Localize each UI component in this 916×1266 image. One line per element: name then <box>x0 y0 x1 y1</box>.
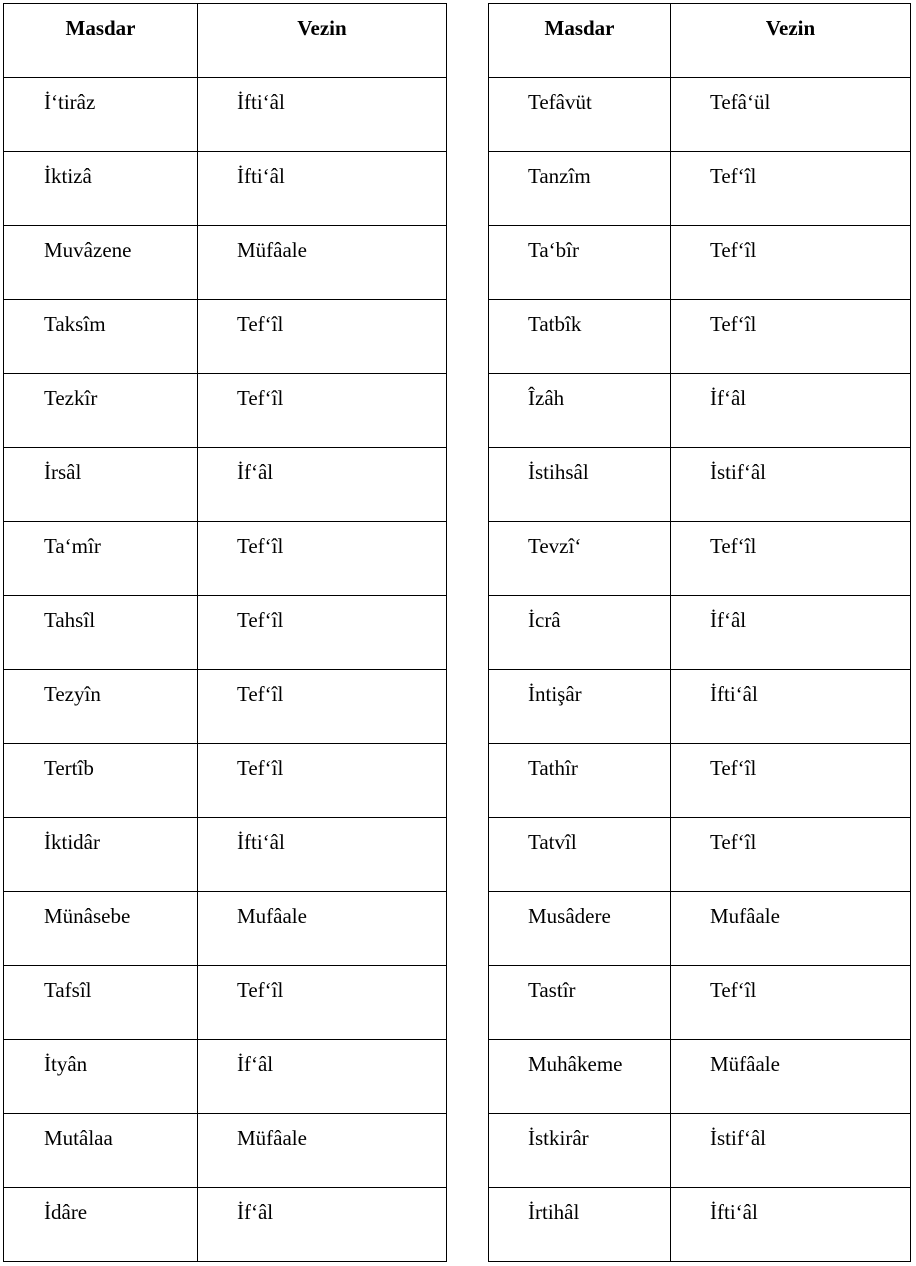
table-row <box>489 1114 911 1188</box>
table-row <box>4 1114 447 1188</box>
table-row <box>489 1188 911 1262</box>
right-masdar-table <box>488 3 911 1262</box>
table-row <box>489 226 911 300</box>
masdar-cell: Musâdere <box>489 892 671 966</box>
header-row <box>489 4 911 78</box>
masdar-header: Masdar <box>489 4 671 78</box>
masdar-cell: Ta‘bîr <box>489 226 671 300</box>
vezin-cell: Tef‘îl <box>198 300 447 374</box>
masdar-cell: İstkirâr <box>489 1114 671 1188</box>
masdar-cell: Muhâkeme <box>489 1040 671 1114</box>
vezin-cell: Mufâale <box>198 892 447 966</box>
table-row <box>4 744 447 818</box>
vezin-cell: Müfâale <box>671 1040 911 1114</box>
masdar-cell: İktidâr <box>4 818 198 892</box>
vezin-cell: İf‘âl <box>198 1040 447 1114</box>
table-row <box>489 448 911 522</box>
table-row <box>4 1040 447 1114</box>
vezin-cell: Tef‘îl <box>198 966 447 1040</box>
masdar-cell: Tevzî‘ <box>489 522 671 596</box>
masdar-cell: İrsâl <box>4 448 198 522</box>
masdar-cell: İcrâ <box>489 596 671 670</box>
vezin-cell: Tef‘îl <box>198 596 447 670</box>
masdar-cell: Taksîm <box>4 300 198 374</box>
table-row <box>489 300 911 374</box>
vezin-cell: İstif‘âl <box>671 1114 911 1188</box>
table-row <box>4 818 447 892</box>
table-row <box>4 892 447 966</box>
vezin-cell: Müfâale <box>198 226 447 300</box>
vezin-cell: İstif‘âl <box>671 448 911 522</box>
table-row <box>4 670 447 744</box>
vezin-cell: Mufâale <box>671 892 911 966</box>
masdar-cell: İktizâ <box>4 152 198 226</box>
masdar-header: Masdar <box>4 4 198 78</box>
right-table-body <box>489 78 911 1262</box>
vezin-header: Vezin <box>198 4 447 78</box>
table-row <box>489 152 911 226</box>
masdar-cell: Tezyîn <box>4 670 198 744</box>
masdar-cell: Tastîr <box>489 966 671 1040</box>
table-row <box>4 152 447 226</box>
vezin-cell: Tef‘îl <box>198 670 447 744</box>
vezin-cell: Tef‘îl <box>198 522 447 596</box>
vezin-cell: Tef‘îl <box>671 300 911 374</box>
table-row <box>489 892 911 966</box>
table-row <box>489 818 911 892</box>
vezin-cell: Tef‘îl <box>198 744 447 818</box>
table-row <box>489 744 911 818</box>
vezin-cell: Tef‘îl <box>671 226 911 300</box>
vezin-cell: İfti‘âl <box>198 818 447 892</box>
masdar-cell: İrtihâl <box>489 1188 671 1262</box>
vezin-cell: İfti‘âl <box>671 670 911 744</box>
table-row <box>489 522 911 596</box>
table-row <box>4 374 447 448</box>
vezin-header: Vezin <box>671 4 911 78</box>
left-table-body <box>4 78 447 1262</box>
masdar-cell: Mutâlaa <box>4 1114 198 1188</box>
vezin-cell: Tefâ‘ül <box>671 78 911 152</box>
masdar-cell: Îzâh <box>489 374 671 448</box>
table-row <box>4 226 447 300</box>
masdar-cell: Tatvîl <box>489 818 671 892</box>
header-row <box>4 4 447 78</box>
masdar-cell: Muvâzene <box>4 226 198 300</box>
vezin-cell: Tef‘îl <box>671 818 911 892</box>
masdar-cell: İntişâr <box>489 670 671 744</box>
vezin-cell: İfti‘âl <box>198 152 447 226</box>
table-row <box>4 78 447 152</box>
masdar-cell: İtyân <box>4 1040 198 1114</box>
vezin-cell: İfti‘âl <box>198 78 447 152</box>
table-row <box>489 596 911 670</box>
vezin-cell: İf‘âl <box>671 374 911 448</box>
masdar-cell: Tefâvüt <box>489 78 671 152</box>
vezin-cell: İfti‘âl <box>671 1188 911 1262</box>
vezin-cell: İf‘âl <box>198 1188 447 1262</box>
table-row <box>489 78 911 152</box>
vezin-cell: Tef‘îl <box>671 744 911 818</box>
masdar-cell: İ‘tirâz <box>4 78 198 152</box>
vezin-cell: İf‘âl <box>198 448 447 522</box>
vezin-cell: Tef‘îl <box>671 966 911 1040</box>
vezin-cell: Müfâale <box>198 1114 447 1188</box>
masdar-cell: İstihsâl <box>489 448 671 522</box>
table-row <box>4 448 447 522</box>
left-masdar-table <box>3 3 447 1262</box>
masdar-cell: Tatbîk <box>489 300 671 374</box>
table-row <box>489 374 911 448</box>
vezin-cell: Tef‘îl <box>198 374 447 448</box>
masdar-cell: Tahsîl <box>4 596 198 670</box>
vezin-cell: Tef‘îl <box>671 152 911 226</box>
vezin-cell: Tef‘îl <box>671 522 911 596</box>
table-row <box>4 966 447 1040</box>
masdar-cell: Tertîb <box>4 744 198 818</box>
table-row <box>489 966 911 1040</box>
table-row <box>4 300 447 374</box>
masdar-cell: Tanzîm <box>489 152 671 226</box>
masdar-cell: İdâre <box>4 1188 198 1262</box>
vezin-cell: İf‘âl <box>671 596 911 670</box>
masdar-cell: Tathîr <box>489 744 671 818</box>
table-row <box>4 522 447 596</box>
masdar-cell: Ta‘mîr <box>4 522 198 596</box>
masdar-cell: Münâsebe <box>4 892 198 966</box>
table-row <box>4 596 447 670</box>
masdar-cell: Tezkîr <box>4 374 198 448</box>
table-row <box>489 1040 911 1114</box>
table-row <box>489 670 911 744</box>
masdar-cell: Tafsîl <box>4 966 198 1040</box>
table-row <box>4 1188 447 1262</box>
